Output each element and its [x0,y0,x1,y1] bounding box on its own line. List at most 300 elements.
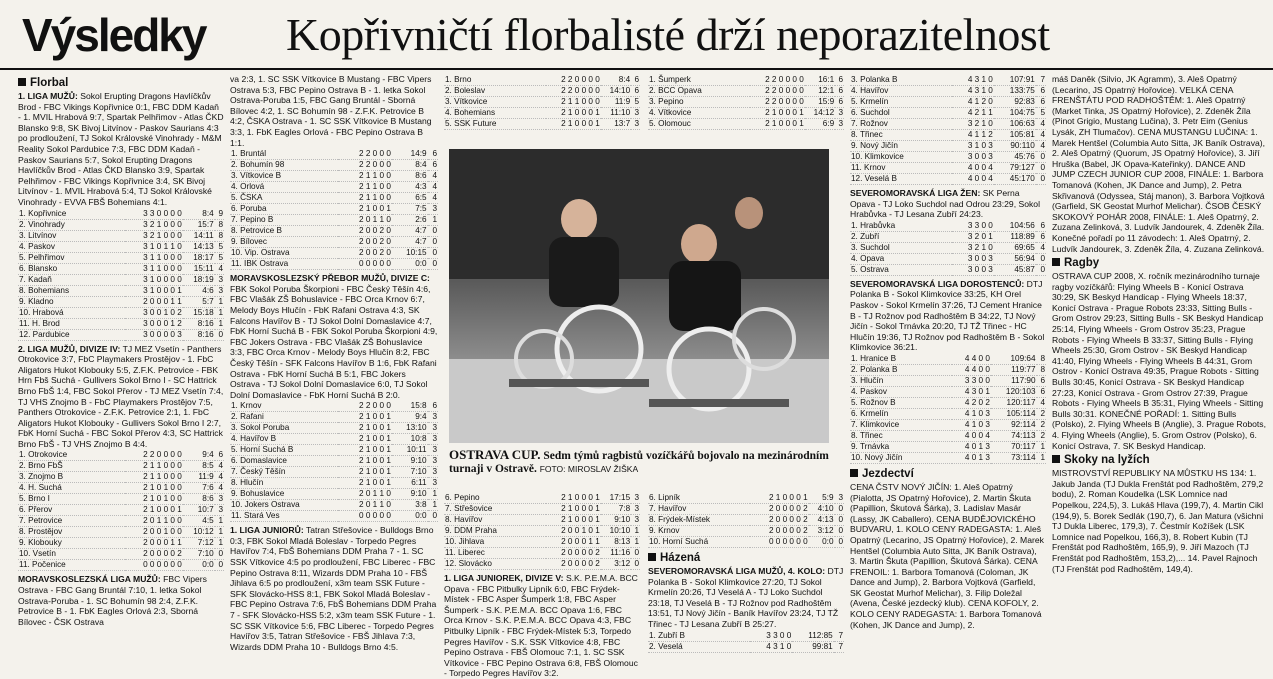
standings-table [850,354,1046,464]
table-row [18,527,224,538]
stat-cell: 7:5 [392,204,428,215]
stat-cell: 118:89 [994,231,1036,242]
team-cell: 3. Znojmo B [18,472,125,483]
stat-cell: 3 3 0 0 [952,375,991,386]
stat-cell: 14:13 [183,241,215,252]
table-row [18,516,224,527]
stat-cell: 2 1 0 0 0 1 [125,505,183,516]
column-2 [230,74,438,662]
team-cell: 6. Přerov [18,505,125,516]
stat-cell: 2 1 0 0 1 [338,445,392,456]
table-row [18,296,224,307]
stat-cell: 2 0 0 0 0 2 [546,548,601,559]
table-row [230,500,438,511]
team-cell: 9. Bohuslavice [230,489,338,500]
stat-cell: 0 [1036,174,1046,185]
stat-cell: 2 2 0 0 0 0 [125,450,183,461]
stat-cell: 10:12 [183,527,215,538]
team-cell: 9. DDM Praha [444,526,546,537]
table-row [230,467,438,478]
results-text: máš Daněk (Silvio, JK Agramm), 3. Aleš Opatrný (Lecarino, JS Opatrný Hořovice). VELKÁ CENA FRENŠTÁTU POD RADHOŠTĚM: 1. Aleš Opatrný (Market Tinka, JS Opatrný Hořovice), 2. Zdeněk Žíla (Pinot Grigio, Mustang Lučina), 3. Petr Eim (Genius Lysák, ZH Tlumačov). CENA MUSTANGU LUČINA: 1. Marek Hentšel (Columbia Auto Sitta, JK Baník Ostrava), 2. Aleš Opatrný (Quorum, JS Opatrný Hořovice), 3. Jiří Hruška (Babel, JK Opava-Kateřinky). DANCE AND JUMP CZECH JUNIOR CUP 2008, FINÁLE: 1. Barbora Tomanová (Kohen, JK Dance and Jump), 2. Petra Skřivanová (Odyssea, Stáj manon), 3. Barbora Vojtková (Garfield, SK Geostat Murhof Melichar). ČSOB ČESKÝ SKOKOVÝ POHÁR 2008, FINÁLE: 1. Aleš Opatrný, 2. Zuzana Zelinková, 3. Ludvík Jandourek, 4. Zdeněk Žíla. Konečné pořadí po 11 závodech: 1. Aleš Opatrný, 2. Ludvík Jandourek, 3. Zdeněk Žíla, 4. Zuzana Zelinková. [1052,74,1266,254]
league-title: MORAVSKOSLEZSKÝ PŘEBOR MUŽŮ, DIVIZE C: [230,273,430,284]
table-row [444,526,640,537]
caption-title: OSTRAVA CUP. [449,447,541,462]
article-paragraph [850,279,1046,353]
stat-cell: 90:110 [994,141,1036,152]
stat-cell: 2 1 0 0 0 1 [546,119,601,130]
stat-cell: 2 0 0 2 0 [338,248,392,259]
team-cell: 7. Kadaň [18,274,125,285]
stat-cell: 2 1 0 1 0 0 [125,494,183,505]
stat-cell: 5:9 [809,493,835,504]
stat-cell: 2 2 0 0 0 [338,160,392,171]
stat-cell: 4 [1037,397,1046,408]
stat-cell: 3 0 0 1 0 2 [125,307,183,318]
table-row [230,489,438,500]
stat-cell: 3 [428,467,438,478]
team-cell: 1. Zubří B [648,631,750,642]
team-cell: 7. Petrovice [18,516,125,527]
stat-cell: 3 3 0 0 0 0 [125,209,183,220]
table-row [850,119,1046,130]
table-row [18,549,224,560]
table-row [230,445,438,456]
stat-cell: 15:11 [183,263,215,274]
stat-cell: 1 [215,296,224,307]
results-text: FBK Sokol Poruba Škorpioni - FBC Český Těšín 4:6, FBC Vlašák ZŠ Bohuslavice - FBC Orca Krnov 6:7, Melody Boys Hlučín - FbK Rafani Ostrava 4:3, SK Falcons Havířov B - TJ Sokol Dolní Domaslavice 4:7, FbK Horní Suchá B - FBK Sokol Poruba Škorpioni 4:9, FBC Jokers Ostrava - FBC Vlašák ZŠ Bohuslavice 3:3, FBC Orca Krnov - Melody Boys Hlučín 8:2, FBC Český Těšín - SFK Falcons Havířov B 1:6, FbK Rafani Ostrava - FbK Horní Suchá B 5:1, FBC Jokers Ostrava - TJ Sokol Dolní Domaslavice 6:0, TJ Sokol Dolní Domaslavice - FbK Horní Suchá B 2:0. [230,283,438,400]
stat-cell: 6 [835,75,844,86]
team-cell: 9. Nový Jičín [850,141,952,152]
team-cell: 8. Bohemians [18,285,125,296]
team-cell: 7. Střešovice [444,504,546,515]
table-row [18,241,224,252]
team-cell: 1. Hrabůvka [850,221,952,232]
table-row [444,97,640,108]
stat-cell: 6 [1036,97,1046,108]
standings-table [18,209,224,341]
stat-cell: 7:6 [183,483,215,494]
stat-cell: 4 1 0 3 [952,419,991,430]
stat-cell: 6 [631,86,640,97]
stat-cell: 4:7 [392,237,428,248]
stat-cell: 2 0 0 0 0 2 [750,504,809,515]
table-row [850,408,1046,419]
stat-cell: 9:10 [392,456,428,467]
stat-cell: 0 0 0 0 0 0 [750,537,809,548]
stat-cell: 3 0 0 3 [952,152,994,163]
stat-cell: 10:7 [183,505,215,516]
team-cell: 4. Paskov [850,386,952,397]
stat-cell: 2 0 0 0 0 2 [546,559,601,570]
stat-cell: 2 [1037,419,1046,430]
stat-cell: 2 1 0 1 0 0 [125,483,183,494]
stat-cell: 2 [1037,430,1046,441]
stat-cell: 15:18 [183,307,215,318]
stat-cell: 2 2 0 0 0 [338,149,392,160]
stat-cell: 0 [428,511,438,522]
team-cell: 5. Olomouc [648,119,750,130]
stat-cell: 0 [428,226,438,237]
stat-cell: 120:103 [991,386,1037,397]
team-cell: 5. SSK Future [444,119,546,130]
article-paragraph [18,574,224,627]
table-row [230,456,438,467]
stat-cell: 15:9 [805,97,835,108]
stat-cell: 3:12 [601,559,631,570]
team-cell: 2. Veselá [648,641,750,652]
team-cell: 3. Pepino [648,97,750,108]
stat-cell: 3 [835,119,844,130]
table-row [230,434,438,445]
stat-cell: 4 2 1 1 [952,108,994,119]
team-cell: 2. Rafani [230,412,338,423]
team-cell: 10. Vip. Ostrava [230,248,338,259]
stat-cell: 3 0 0 0 1 2 [125,318,183,329]
table-row [850,386,1046,397]
stat-cell: 3 1 0 0 0 0 [125,274,183,285]
stat-cell: 1 [215,516,224,527]
stat-cell: 3 [428,423,438,434]
table-row [648,537,844,548]
stat-cell: 0 0 0 0 0 0 [125,560,183,571]
table-row [850,419,1046,430]
team-cell: 4. Orlová [230,182,338,193]
results-text: OSTRAVA CUP 2008, X. ročník mezinárodního turnaje ragby vozíčkářů: Flying Wheels B - Konicí Ostrava 30:29, SK Beskyd Handicap - Flying Wheels 18:37, Konicí Ostrava - Prague Robots 23:33, Sitting Bulls - Grom Ostrov 29:23, Sitting Bulls - SK Beskyd Handicap 25:14, Flying Wheels - Grom Ostrov 35:23, Prague Robots - Flying Wheels B 33:37, Sitting Bulls - Flying Wheels 25:30, Grom Ostrov - SK Beskyd Handicap 41:40, Flying Wheels - Flying Wheels B 44:31, Grom Ostrov - Konicí Ostrava 49:35, Prague Robots - Sitting Bulls 30:45, Konicí Ostrava - SK Beskyd Handicap 27:23, Konicí Ostrava - Grom Ostrov 27:39, Prague Robots - Flying Wheels B 35:31, Flying Wheels - Sitting Bulls 30:31. KONEČNÉ POŘADÍ: 1. Sitting Bulls (Polsko), 2. Flying Wheels B (Anglie), 3. Prague Robots, 4. Flying Wheels (Anglie), 5. Grom Ostrov (Polsko), 6. Konicí Ostrava, 7. SK Beskyd Handicap. [1052,271,1266,451]
stat-cell: 74:113 [991,430,1037,441]
standings-table [648,631,844,653]
stat-cell: 7:12 [183,538,215,549]
article-paragraph [230,273,438,400]
article-paragraph [648,566,844,630]
stat-cell: 10:11 [392,445,428,456]
stat-cell: 106:63 [994,119,1036,130]
results-text: va 2:3, 1. SC SSK Vítkovice B Mustang - FBC Vipers Ostrava 5:3, FBC Pepino Ostrava B - 1. letka Sokol Ostrava-Poruba 1:5, FBC Gang Bruntál - Sborná Bílovec 4:2, 1. SC Bohumín 98 - Z.F.K. Petrovice B 4:2, ČSKA Ostrava - 1. SC SSK Vítkovice B Mustang 3:3, 1. FbK Eagles Orlová - FBC Pepino Ostrava B 1:1. [230,74,432,148]
stat-cell: 6 [1036,231,1046,242]
table-row [850,452,1046,463]
stat-cell: 1 [1037,441,1046,452]
table-row [18,209,224,220]
stat-cell: 0 0 0 0 0 [338,511,392,522]
table-row [850,364,1046,375]
table-row [230,226,438,237]
team-cell: 2. Polanka B [850,364,952,375]
stat-cell: 0 [428,248,438,259]
table-row [850,152,1046,163]
table-row [850,97,1046,108]
table-row [230,237,438,248]
team-cell: 12. Pardubice [18,329,125,340]
team-cell: 3. Hlučín [850,375,952,386]
stat-cell: 0:0 [392,511,428,522]
stat-cell: 3 [631,108,640,119]
stat-cell: 4 4 0 0 [952,354,991,365]
stat-cell: 18:17 [183,252,215,263]
team-cell: 4. Havířov [850,86,952,97]
team-cell: 7. Klimkovice [850,419,952,430]
stat-cell: 10:15 [392,248,428,259]
stat-cell: 2 1 0 0 1 [338,204,392,215]
team-cell: 1. Brno [444,75,546,86]
stat-cell: 6 [835,86,844,97]
stat-cell: 9:4 [392,412,428,423]
stat-cell: 8 [215,230,224,241]
stat-cell: 0:0 [809,537,835,548]
results-text: SK Perna Opava - TJ Loko Suchdol nad Odrou 23:29, Sokol Hrabůvka - TJ Lesana Zubří 24:23. [850,188,1040,220]
stat-cell: 0 [215,329,224,340]
table-row [648,119,844,130]
stat-cell: 120:117 [991,397,1037,408]
stat-cell: 4 [428,182,438,193]
table-row [18,461,224,472]
stat-cell: 7:10 [392,467,428,478]
stat-cell: 4:10 [809,504,835,515]
team-cell: 4. Paskov [18,241,125,252]
table-row [648,493,844,504]
table-row [850,430,1046,441]
table-row [18,263,224,274]
table-row [230,193,438,204]
stat-cell: 2 1 0 0 0 1 [546,515,601,526]
stat-cell: 117:90 [991,375,1037,386]
team-cell: 12. Slovácko [444,559,546,570]
stat-cell: 4 1 2 0 [952,97,994,108]
team-cell: 8. Třinec [850,130,952,141]
stat-cell: 4 [1036,119,1046,130]
stat-cell: 0 [215,560,224,571]
stat-cell: 11:10 [601,108,631,119]
stat-cell: 2 0 0 0 1 1 [125,538,183,549]
table-row [444,108,640,119]
stat-cell: 0 0 0 0 0 [338,259,392,270]
table-row [648,108,844,119]
table-row [648,86,844,97]
team-cell: 7. Rožnov [850,119,952,130]
team-cell: 9. Bílovec [230,237,338,248]
headline: Kopřivničtí florbalisté drží neporazitelnost [286,9,1050,60]
table-row [18,483,224,494]
table-row [18,219,224,230]
stat-cell: 0 [835,537,844,548]
league-title: 1. LIGA JUNIOREK, DIVIZE V: [444,573,564,583]
column-4-bottom [648,492,844,662]
stat-cell: 3 [631,515,640,526]
table-row [850,163,1046,174]
stat-cell: 2 0 0 2 0 [338,237,392,248]
table-row [18,538,224,549]
team-cell: 10. Horní Suchá [648,537,750,548]
stat-cell: 8:13 [601,537,631,548]
page-header [0,0,1273,70]
stat-cell: 4 2 0 2 [952,397,991,408]
stat-cell: 0:0 [392,259,428,270]
stat-cell: 2 2 0 0 0 0 [750,97,805,108]
stat-cell: 1 [1037,452,1046,463]
table-row [648,641,844,652]
table-row [18,560,224,571]
stat-cell: 0 [835,526,844,537]
stat-cell: 2 1 0 0 0 1 [750,108,805,119]
results-text: Sokol Erupting Dragons Havlíčkův Brod - FBC Vikings Kopřivnice 0:1, FBC DDM Kadaň - 1. MVIL Hrabová 9:7, Spartak Pelhřimov - Atlas ČKD Blansko 9:8, SK Bivoj Litvínov - Paskov Saurians 4:3 po prodloužení, TJ Sokol Královské Vinohrady - M&M Reality Sokol Pardubice 7:3, FBC DDM Kadaň - Paskov Saurians 5:7, Sokol Erupting Dragons Havlíčkův Brod - Atlas ČKD Blansko 3:9, Spartak Pelhřimov - FBC Vikings Kopřivnice 3:4, SK Bivoj Litvínov - 1. MVIL Hrabová 5:4, TJ Sokol Královské Vinohrady - EVVA FBŠ Bohemians 4:1. [18,91,224,207]
stat-cell: 4 4 0 0 [952,364,991,375]
table-row [850,242,1046,253]
team-cell: 3. Suchdol [850,242,952,253]
stat-cell: 17:15 [601,493,631,504]
stat-cell: 4:13 [809,515,835,526]
table-row [648,504,844,515]
team-cell: 5. Horní Suchá B [230,445,338,456]
stat-cell: 2 0 1 1 0 [338,489,392,500]
stat-cell: 16:1 [805,75,835,86]
stat-cell: 7 [834,641,844,652]
stat-cell: 3 [631,504,640,515]
stat-cell: 4 [215,483,224,494]
stat-cell: 92:114 [991,419,1037,430]
stat-cell: 18:19 [183,274,215,285]
team-cell: 4. Havířov B [230,434,338,445]
table-row [230,412,438,423]
stat-cell: 13:10 [392,423,428,434]
stat-cell: 1 [428,489,438,500]
stat-cell: 69:65 [994,242,1036,253]
stat-cell: 8 [1037,364,1046,375]
team-cell: 9. Trnávka [850,441,952,452]
team-cell: 12. Veselá B [850,174,952,185]
stat-cell: 2 2 0 0 0 0 [750,75,805,86]
team-cell: 10. Vsetín [18,549,125,560]
column-3-top [444,74,640,146]
team-cell: 5. Ostrava [850,264,952,275]
league-title: MORAVSKOSLEZSKÁ LIGA MUŽŮ: [18,574,161,585]
stat-cell: 2 1 0 0 1 [338,423,392,434]
stat-cell: 99:81 [792,641,833,652]
table-row [850,264,1046,275]
table-row [230,215,438,226]
table-row [850,354,1046,365]
table-row [850,130,1046,141]
photo-caption [449,448,829,476]
stat-cell: 56:94 [994,253,1036,264]
stat-cell: 45:76 [994,152,1036,163]
stat-cell: 2 0 0 2 0 [338,226,392,237]
stat-cell: 3 [835,493,844,504]
team-cell: 10. Nový Jičín [850,452,952,463]
stat-cell: 45:87 [994,264,1036,275]
column-6 [1052,74,1266,662]
team-cell: 2. BCC Opava [648,86,750,97]
stat-cell: 3 [215,285,224,296]
table-row [18,285,224,296]
team-cell: 5. Rožnov B [850,397,952,408]
stat-cell: 1 [215,527,224,538]
caption-text: Sedm týmů ragbistů vozíčkářů bojovalo na mezinárodním turnaji v Ostravě. [449,450,829,475]
table-row [444,537,640,548]
team-cell: 8. Prostějov [18,527,125,538]
table-row [648,631,844,642]
team-cell: 11. Liberec [444,548,546,559]
stat-cell: 4 [428,193,438,204]
stat-cell: 3 [428,204,438,215]
stat-cell: 5 [631,97,640,108]
stat-cell: 2 2 0 0 0 [338,401,392,412]
team-cell: 7. Pepino B [230,215,338,226]
stat-cell: 4 3 1 0 [750,641,792,652]
results-text: DTJ Polanka B - Sokol Klimkovice 33:25, KH Orel Paskov - Sokol Krmelín 37:26, TJ Cement Hranice B - TJ Rožnov pod Radhoštěm B 34:22, TJ Nový Jičín - Sokol Trnávka 20:20, TJ TŽ Třinec - HC Hlučín 19:36, TJ Rožnov pod Radhoštěm B - Sokol Klimkovice 36:21. [850,278,1045,353]
stat-cell: 4 1 1 2 [952,130,994,141]
table-row [850,141,1046,152]
team-cell: 8. Havířov [444,515,546,526]
stat-cell: 1 [428,215,438,226]
table-row [18,450,224,461]
stat-cell: 6 [1036,221,1046,232]
table-row [648,97,844,108]
team-cell: 2. Brno FbŠ [18,461,125,472]
stat-cell: 70:117 [991,441,1037,452]
stat-cell: 133:75 [994,86,1036,97]
stat-cell: 0 [631,559,640,570]
stat-cell: 8:4 [392,160,428,171]
team-cell: 8. Hlučín [230,478,338,489]
table-row [444,86,640,97]
stat-cell: 3 [428,412,438,423]
table-row [648,75,844,86]
stat-cell: 8:6 [392,171,428,182]
standings-table [18,450,224,571]
stat-cell: 6:11 [392,478,428,489]
stat-cell: 4 0 0 4 [952,163,994,174]
stat-cell: 0 [631,548,640,559]
team-cell: 4. Opava [850,253,952,264]
team-cell: 7. Český Těšín [230,467,338,478]
section-florbal: Florbal [18,76,224,90]
stat-cell: 73:114 [991,452,1037,463]
team-cell: 9. Krnov [648,526,750,537]
stat-cell: 6 [1037,375,1046,386]
team-cell: 8. Frýdek-Místek [648,515,750,526]
article-paragraph [18,91,224,208]
stat-cell: 3 3 0 0 [750,631,792,642]
stat-cell: 3:8 [392,500,428,511]
stat-cell: 14:10 [601,86,631,97]
stat-cell: 4 [428,171,438,182]
stat-cell: 4 0 0 4 [952,430,991,441]
stat-cell: 0 [835,504,844,515]
stat-cell: 104:56 [994,221,1036,232]
photo-credit: FOTO: MIROSLAV ŽIŠKA [539,464,639,474]
stat-cell: 3 0 0 3 [952,253,994,264]
photo-wheelchair-rugby [449,149,829,443]
results-text: DTJ Polanka B - Sokol Klimkovice 27:20, TJ Sokol Krmelín 20:26, TJ Veselá A - TJ Loko Suchdol 23:18, TJ Veselá B - TJ Rožnov pod Radhoštěm 13:51, TJ Nový Jičín - Baník Havířov 23:24, TJ TŽ Třinec - TJ Lesana Zubří B 25:27. [648,566,844,629]
team-cell: 3. Vítkovice [444,97,546,108]
stat-cell: 5 [215,252,224,263]
stat-cell: 2 1 1 0 0 [338,193,392,204]
league-title: 1. LIGA MUŽŮ: [18,91,78,101]
stat-cell: 2 1 0 0 0 1 [546,108,601,119]
stat-cell: 11:16 [601,548,631,559]
stat-cell: 2 0 1 1 0 0 [125,516,183,527]
section-ragby: Ragby [1052,256,1266,270]
table-row [850,231,1046,242]
stat-cell: 6 [215,450,224,461]
stat-cell: 9:10 [601,515,631,526]
stat-cell: 3 2 0 1 [952,231,994,242]
league-title: 2. LIGA MUŽŮ, DIVIZE IV: [18,343,121,354]
section-hazena: Házená [648,551,844,565]
table-row [230,478,438,489]
team-cell: 11. Krnov [850,163,952,174]
table-row [444,119,640,130]
stat-cell: 3 [428,478,438,489]
stat-cell: 104:75 [994,108,1036,119]
